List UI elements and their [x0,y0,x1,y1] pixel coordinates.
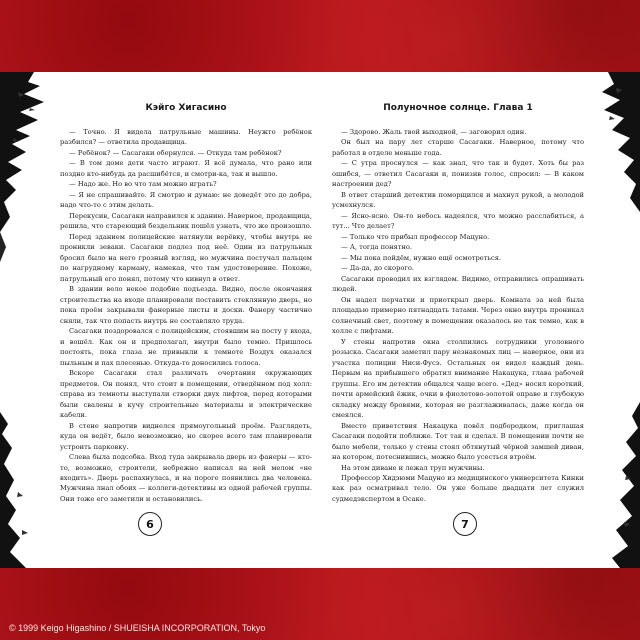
paragraph: — Да-да, до скорого. [341,264,415,273]
right-page-number: 7 [453,512,477,536]
paragraph: Слева была подсобка. Вход туда закрывала дверь из фанеры — кто-то, возможно, строители, небрежно написал на ней мелом «не входить». Дверь распахнулась, и на пороге появились два человека. Мужчина лнал обоих — коллеги-детективы из одной рабочей группы. Они тоже его заметили и остановились. [60,453,312,503]
paragraph: — Я не спрашивайте. Я смотрю и думаю: не доведёт это до добра, надо что-то с этим делать. [60,190,312,210]
left-page [60,72,312,568]
paragraph: — Ребёнок? — Сасагаки обернулся. — Откуда там ребёнок? [69,148,282,157]
left-running-head: Кэйго Хигасино [145,103,227,113]
right-page [332,72,584,568]
ink-brush-right-decoration [590,72,640,568]
red-texture-top [0,0,640,72]
copyright-notice: © 1999 Keigo Higashino / SHUEISHA INCORPORATION, Tokyo [9,623,266,633]
paragraph: — Только что прибыл профессор Мацуно. [341,232,490,241]
paragraph: — Надо же. Но во что там можно играть? [69,180,217,189]
paragraph: — Точно. Я видела патрульные машины. Неужто ребёнок разбился? — ответила продавщица. [60,128,312,147]
paragraph: В здании вело некое подобие подъезда. Видно, после окончания строительства на входе планировали поставить стеклянную дверь, но пока проём закрывали фанерные листы и доски. Фанеру частично сняли, так что попасть внутрь не составляло труда. [60,285,312,325]
paragraph: Сасагаки поздоровался с полицейским, стоявшим на посту у входа, и вошёл. Как он и предполагал, внутри было темно. Пришлось постоять, пока глаза не привыкли к темноте Воздух оказался пыльным и пах плесенью. Откуда-то доносились голоса. [60,327,312,367]
paragraph: — С утра проснулся — как знал, что так и будет. Хоть бы раз ошибся, — ответил Сасагаки и, понизив голос, спросил: — В каком настроении дед? [332,159,584,189]
paragraph: Он надел перчатки и приоткрыл дверь. Комната за ней была площадью примерно пятнадцать татами. Через окно внутрь проникал солнечный свет, поэтому в помещении оказалось не так темно, как в холле с лифтами. [332,295,584,336]
ink-brush-left-decoration [0,72,52,568]
paragraph: Вместо приветствия Накацука повёл подбородком, приглашая Сасагаки подойти поближе. Тот так и сделал. В помещении почти не было мебели, только у стены стоял обтянутый чёрной замшей диван, на котором, потеснившись, можно было усесться втроём. [332,421,584,462]
paragraph: Он был на пару лет старше Сасагаки. Наверное, потому что работал в отделе меньше года. [332,138,584,157]
right-page-text [332,127,584,504]
book-spread [0,72,640,568]
paragraph: Сасагаки проводил их взглядом. Видимо, отправились опрашивать людей. [332,274,584,294]
paragraph: — А, тогда понятно. [341,243,413,252]
paragraph: В стене напротив виднелся прямоугольный проём. Разглядеть, куда он ведёт, было невозможно, но скорее всего там планировали устроить парковку. [60,421,312,451]
paragraph: В ответ старший детектив поморщился и махнул рукой, а молодой усмехнулся. [332,190,584,210]
paragraph: — Ясно-ясно. Он-то небось надеялся, что можно расслабиться, а тут... Что делает? [332,211,584,231]
right-running-head: Полуночное солнце. Глава 1 [383,103,533,113]
left-page-text [60,127,312,504]
paragraph: Вскоре Сасагаки стал различать очертания окружающих предметов. Он понял, что стоит в помещении, отведённом под холл: справа из темноты выступали створки двух лифтов, перед которыми были свалены в кучу строительные материалы и электрические кабели. [60,369,312,420]
paragraph: У стены напротив окна столпились сотрудники уголовного розыска. Сасагаки заметил пару незнакомых лиц — наверное, они из участка полиции Ниси-Фусэ. Остальных он видел каждый день. Первым на прибывшего обратил внимание Накацука, глава рабочей группы. Его им детектив общался чаще всего. «Дед» носил короткий, почти армейский ёжик, очки в фиолетово-золотой оправе и глубокую складку между бровями, которая не разглаживалась, даже когда он смеялся. [332,337,584,420]
paragraph: Профессор Хидэюми Мацуно из медицинского университета Кинки как раз осматривал тело. Он уже больше двадцати лет служил судмедэкспертом в Осаке. [332,473,584,503]
paragraph: Перед зданием полицейские натянули верёвку, чтобы внутрь не проникли зеваки. Сасагаки подлез под неё. Один из патрульных бросил было на него грозный взгляд, но мужчина постучал пальцем по нагрудному карману, намекая, что там удостоверение. Похоже, патрульный его понял, потому что кивнул в ответ. [60,232,312,283]
paragraph: — Мы пока пойдём, нужно ещё осмотреться. [341,253,502,262]
paragraph: — В том доме дети часто играют. Я всё думала, что рано или поздно кто-нибудь да расшибётся, и смотри-ка, так и вышло. [60,159,312,178]
paragraph: — Здорово. Жаль твой выходной, — заговорил один. [341,128,527,136]
left-page-number: 6 [138,512,162,536]
paragraph: На этом диване и лежал труп мужчины. [341,463,485,472]
paragraph: Перекусив, Сасагаки направился к зданию. Наверное, продавщица, решила, что стареющий бездельник пошёл узнать, что же произошло. [60,211,312,231]
